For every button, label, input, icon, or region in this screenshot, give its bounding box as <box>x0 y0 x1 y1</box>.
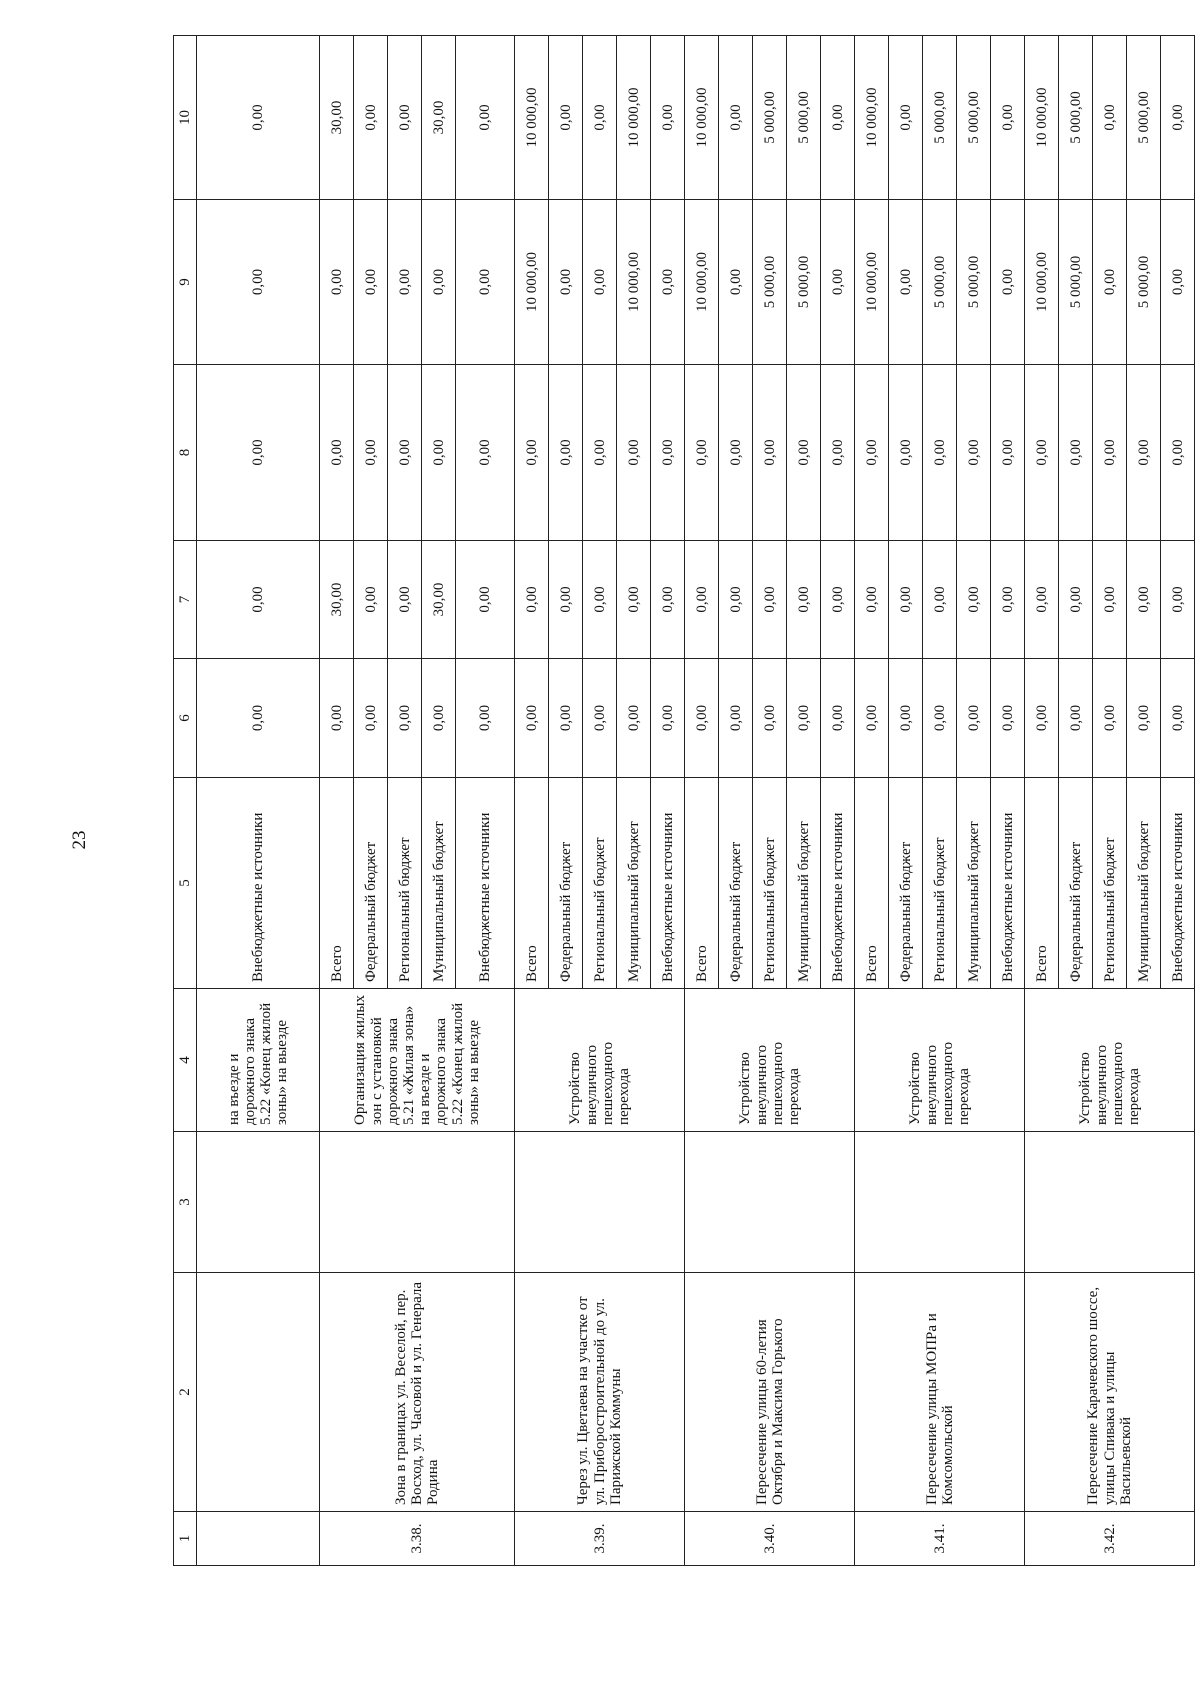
value-cell: 0,00 <box>456 365 515 541</box>
measure-code-cell: 3.42. <box>1025 1512 1195 1566</box>
value-cell: 0,00 <box>855 659 889 778</box>
value-cell: 5 000,00 <box>787 200 821 365</box>
value-cell: 0,00 <box>889 200 923 365</box>
value-cell: 5 000,00 <box>753 36 787 200</box>
funding-source-cell: Внебюджетные источники <box>197 778 320 989</box>
funding-source-cell: Федеральный бюджет <box>549 778 583 989</box>
value-cell: 0,00 <box>1161 541 1195 659</box>
table-row <box>855 36 889 1566</box>
value-cell: 5 000,00 <box>957 200 991 365</box>
value-cell: 0,00 <box>197 541 320 659</box>
value-cell: 10 000,00 <box>685 36 719 200</box>
funding-source-cell: Всего <box>855 778 889 989</box>
code-cell <box>197 1512 320 1566</box>
value-cell: 0,00 <box>1059 365 1093 541</box>
measure-code-cell: 3.40. <box>685 1512 855 1566</box>
value-cell: 0,00 <box>1093 36 1127 200</box>
value-cell: 0,00 <box>753 365 787 541</box>
table-row <box>1025 36 1059 1566</box>
column-number-5: 5 <box>174 778 197 989</box>
object-name-cell: Пересечение улицы МОПРа и Комсомольской <box>855 1273 1025 1512</box>
column-number-6: 6 <box>174 659 197 778</box>
funding-source-cell: Внебюджетные источники <box>1161 778 1195 989</box>
funding-source-cell: Внебюджетные источники <box>651 778 685 989</box>
value-cell: 30,00 <box>422 36 456 200</box>
funding-source-cell: Муниципальный бюджет <box>422 778 456 989</box>
funding-source-cell: Федеральный бюджет <box>889 778 923 989</box>
measure-cell: Устройство внеуличного пешеходного перехода <box>685 989 855 1132</box>
value-cell: 5 000,00 <box>1127 200 1161 365</box>
value-cell: 0,00 <box>320 659 354 778</box>
value-cell: 0,00 <box>651 200 685 365</box>
value-cell: 0,00 <box>617 541 651 659</box>
funding-source-cell: Всего <box>1025 778 1059 989</box>
column-3-cell <box>320 1132 515 1273</box>
value-cell: 0,00 <box>515 659 549 778</box>
measure-cell: Устройство внеуличного пешеходного перехода <box>855 989 1025 1132</box>
value-cell: 0,00 <box>1093 200 1127 365</box>
value-cell: 0,00 <box>456 541 515 659</box>
value-cell: 0,00 <box>583 541 617 659</box>
value-cell: 0,00 <box>991 36 1025 200</box>
value-cell: 0,00 <box>388 36 422 200</box>
value-cell: 0,00 <box>549 659 583 778</box>
column-3-cell <box>1025 1132 1195 1273</box>
value-cell: 0,00 <box>197 659 320 778</box>
column-number-7: 7 <box>174 541 197 659</box>
object-name-cell: Пересечение улицы 60-летия Октября и Максима Горького <box>685 1273 855 1512</box>
table-row <box>320 36 354 1566</box>
value-cell: 10 000,00 <box>617 200 651 365</box>
funding-source-cell: Региональный бюджет <box>1093 778 1127 989</box>
value-cell: 0,00 <box>617 659 651 778</box>
value-cell: 0,00 <box>197 200 320 365</box>
value-cell: 0,00 <box>197 36 320 200</box>
funding-source-cell: Всего <box>320 778 354 989</box>
object-name-cell: Пересечение Карачевского шоссе, улицы Спивака и улицы Васильевской <box>1025 1273 1195 1512</box>
value-cell: 0,00 <box>923 659 957 778</box>
value-cell: 0,00 <box>685 541 719 659</box>
value-cell: 0,00 <box>388 659 422 778</box>
funding-source-cell: Муниципальный бюджет <box>787 778 821 989</box>
value-cell: 5 000,00 <box>1059 36 1093 200</box>
value-cell: 0,00 <box>1127 365 1161 541</box>
value-cell: 0,00 <box>456 200 515 365</box>
object-name-cell: Через ул. Цветаева на участке от ул. Приборостроительной до ул. Парижской Коммуны <box>515 1273 685 1512</box>
funding-source-cell: Всего <box>515 778 549 989</box>
table-row <box>685 36 719 1566</box>
value-cell: 0,00 <box>583 36 617 200</box>
column-number-2: 2 <box>174 1273 197 1512</box>
value-cell: 0,00 <box>354 200 388 365</box>
value-cell: 0,00 <box>1161 36 1195 200</box>
value-cell: 0,00 <box>991 365 1025 541</box>
funding-source-cell: Внебюджетные источники <box>821 778 855 989</box>
table-row <box>515 36 549 1566</box>
value-cell: 0,00 <box>753 541 787 659</box>
value-cell: 10 000,00 <box>515 200 549 365</box>
value-cell: 10 000,00 <box>1025 200 1059 365</box>
value-cell: 0,00 <box>515 365 549 541</box>
funding-source-cell: Муниципальный бюджет <box>617 778 651 989</box>
value-cell: 0,00 <box>719 200 753 365</box>
value-cell: 0,00 <box>787 541 821 659</box>
value-cell: 0,00 <box>197 365 320 541</box>
funding-source-cell: Внебюджетные источники <box>991 778 1025 989</box>
column-number-3: 3 <box>174 1132 197 1273</box>
funding-source-cell: Региональный бюджет <box>583 778 617 989</box>
value-cell: 0,00 <box>388 541 422 659</box>
value-cell: 0,00 <box>821 541 855 659</box>
value-cell: 10 000,00 <box>515 36 549 200</box>
value-cell: 0,00 <box>753 659 787 778</box>
value-cell: 0,00 <box>1025 365 1059 541</box>
value-cell: 0,00 <box>991 541 1025 659</box>
funding-source-cell: Федеральный бюджет <box>719 778 753 989</box>
value-cell: 0,00 <box>583 659 617 778</box>
column-3-cell <box>685 1132 855 1273</box>
column-number-8: 8 <box>174 365 197 541</box>
value-cell: 0,00 <box>1093 541 1127 659</box>
value-cell: 0,00 <box>1093 659 1127 778</box>
funding-source-cell: Муниципальный бюджет <box>1127 778 1161 989</box>
value-cell: 0,00 <box>821 659 855 778</box>
funding-source-cell: Федеральный бюджет <box>354 778 388 989</box>
value-cell: 0,00 <box>889 659 923 778</box>
value-cell: 0,00 <box>821 365 855 541</box>
funding-source-cell: Региональный бюджет <box>923 778 957 989</box>
value-cell: 0,00 <box>1127 659 1161 778</box>
value-cell: 0,00 <box>320 200 354 365</box>
value-cell: 0,00 <box>651 659 685 778</box>
value-cell: 10 000,00 <box>617 36 651 200</box>
value-cell: 0,00 <box>719 659 753 778</box>
value-cell: 5 000,00 <box>1059 200 1093 365</box>
value-cell: 0,00 <box>549 36 583 200</box>
column-number-1: 1 <box>174 1512 197 1566</box>
column-number-4: 4 <box>174 989 197 1132</box>
budget-table <box>173 35 1195 1566</box>
measure-code-cell: 3.38. <box>320 1512 515 1566</box>
value-cell: 0,00 <box>1127 541 1161 659</box>
header-row <box>174 36 197 1566</box>
funding-source-cell: Всего <box>685 778 719 989</box>
value-cell: 0,00 <box>685 659 719 778</box>
column-3-cell <box>197 1132 320 1273</box>
value-cell: 0,00 <box>889 365 923 541</box>
value-cell: 0,00 <box>991 659 1025 778</box>
column-number-10: 10 <box>174 36 197 200</box>
measure-cell: на въезде и дорожного знака 5.22 «Конец жилой зоны» на выезде <box>197 989 320 1132</box>
value-cell: 0,00 <box>1025 659 1059 778</box>
value-cell: 5 000,00 <box>957 36 991 200</box>
funding-source-cell: Федеральный бюджет <box>1059 778 1093 989</box>
value-cell: 10 000,00 <box>855 200 889 365</box>
value-cell: 0,00 <box>957 659 991 778</box>
value-cell: 5 000,00 <box>787 36 821 200</box>
value-cell: 0,00 <box>821 36 855 200</box>
value-cell: 0,00 <box>354 36 388 200</box>
value-cell: 0,00 <box>456 659 515 778</box>
value-cell: 0,00 <box>583 365 617 541</box>
value-cell: 0,00 <box>787 659 821 778</box>
funding-source-cell: Внебюджетные источники <box>456 778 515 989</box>
value-cell: 0,00 <box>651 365 685 541</box>
funding-source-cell: Муниципальный бюджет <box>957 778 991 989</box>
value-cell: 0,00 <box>1059 541 1093 659</box>
value-cell: 0,00 <box>651 541 685 659</box>
value-cell: 0,00 <box>889 36 923 200</box>
value-cell: 0,00 <box>354 659 388 778</box>
value-cell: 0,00 <box>422 200 456 365</box>
value-cell: 0,00 <box>855 541 889 659</box>
value-cell: 0,00 <box>787 365 821 541</box>
value-cell: 0,00 <box>456 36 515 200</box>
value-cell: 0,00 <box>1093 365 1127 541</box>
value-cell: 0,00 <box>991 200 1025 365</box>
value-cell: 0,00 <box>957 541 991 659</box>
value-cell: 0,00 <box>422 659 456 778</box>
value-cell: 0,00 <box>617 365 651 541</box>
value-cell: 30,00 <box>320 541 354 659</box>
column-3-cell <box>515 1132 685 1273</box>
page-number: 23 <box>69 830 90 850</box>
value-cell: 0,00 <box>1161 365 1195 541</box>
value-cell: 0,00 <box>388 200 422 365</box>
value-cell: 0,00 <box>923 541 957 659</box>
value-cell: 0,00 <box>821 200 855 365</box>
value-cell: 0,00 <box>889 541 923 659</box>
value-cell: 0,00 <box>651 36 685 200</box>
measure-code-cell: 3.39. <box>515 1512 685 1566</box>
value-cell: 0,00 <box>923 365 957 541</box>
continued-row <box>197 36 320 1566</box>
column-3-cell <box>855 1132 1025 1273</box>
value-cell: 0,00 <box>549 541 583 659</box>
value-cell: 10 000,00 <box>855 36 889 200</box>
value-cell: 0,00 <box>354 365 388 541</box>
value-cell: 0,00 <box>320 365 354 541</box>
value-cell: 10 000,00 <box>1025 36 1059 200</box>
value-cell: 0,00 <box>1161 200 1195 365</box>
value-cell: 0,00 <box>685 365 719 541</box>
object-name-cell: Зона в границах ул. Веселой, пер. Восход, ул. Часовой и ул. Генерала Родина <box>320 1273 515 1512</box>
value-cell: 5 000,00 <box>923 36 957 200</box>
value-cell: 5 000,00 <box>923 200 957 365</box>
value-cell: 0,00 <box>1161 659 1195 778</box>
object-name-cell <box>197 1273 320 1512</box>
value-cell: 0,00 <box>515 541 549 659</box>
value-cell: 0,00 <box>957 365 991 541</box>
value-cell: 0,00 <box>855 365 889 541</box>
value-cell: 10 000,00 <box>685 200 719 365</box>
value-cell: 0,00 <box>549 365 583 541</box>
value-cell: 5 000,00 <box>1127 36 1161 200</box>
funding-source-cell: Региональный бюджет <box>388 778 422 989</box>
value-cell: 5 000,00 <box>753 200 787 365</box>
value-cell: 0,00 <box>719 36 753 200</box>
value-cell: 0,00 <box>388 365 422 541</box>
measure-code-cell: 3.41. <box>855 1512 1025 1566</box>
table-body <box>174 36 1195 1566</box>
value-cell: 0,00 <box>1059 659 1093 778</box>
measure-cell: Организация жилых зон с установкой дорожного знака 5.21 «Жилая зона» на въезде и дорожного знака 5.22 «Конец жилой зоны» на выезде <box>320 989 515 1132</box>
measure-cell: Устройство внеуличного пешеходного перехода <box>1025 989 1195 1132</box>
value-cell: 0,00 <box>422 365 456 541</box>
value-cell: 0,00 <box>1025 541 1059 659</box>
value-cell: 0,00 <box>583 200 617 365</box>
funding-source-cell: Региональный бюджет <box>753 778 787 989</box>
column-number-9: 9 <box>174 200 197 365</box>
value-cell: 30,00 <box>320 36 354 200</box>
value-cell: 0,00 <box>354 541 388 659</box>
value-cell: 0,00 <box>719 365 753 541</box>
value-cell: 0,00 <box>719 541 753 659</box>
measure-cell: Устройство внеуличного пешеходного перехода <box>515 989 685 1132</box>
value-cell: 0,00 <box>549 200 583 365</box>
rotated-table-wrapper <box>173 36 1186 1566</box>
value-cell: 30,00 <box>422 541 456 659</box>
